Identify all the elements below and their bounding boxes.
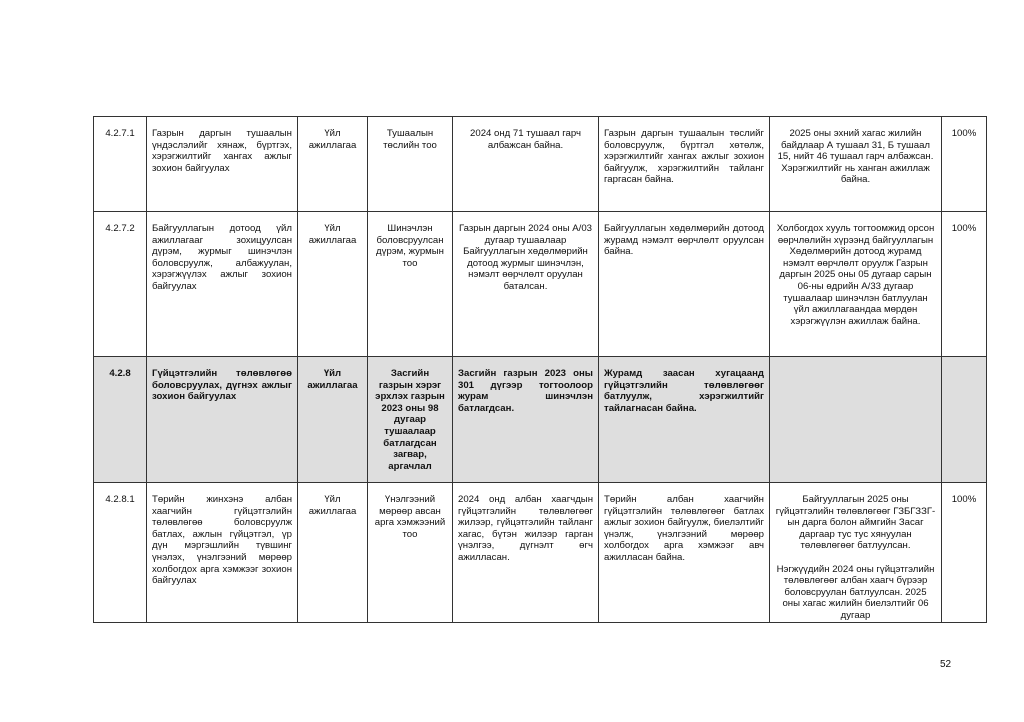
type-cell: Үйл ажиллагаа xyxy=(298,117,368,212)
type-cell: Үйл ажиллагаа xyxy=(298,357,368,483)
target-cell: Журамд заасан хугацаанд гүйцэтгэлийн төлөвлөгөөг батлуулж, хэрэгжилтийг тайлагнасан байна. xyxy=(599,357,770,483)
table-row-highlighted xyxy=(94,357,987,483)
task-cell: Гүйцэтгэлийн төлөвлөгөө боловсруулах, дүгнэх ажлыг зохион байгуулах xyxy=(147,357,298,483)
percent-cell: 100% xyxy=(942,483,987,623)
plan-report-table xyxy=(93,116,987,623)
row-id-cell: 4.2.7.1 xyxy=(94,117,147,212)
row-id-cell: 4.2.8.1 xyxy=(94,483,147,623)
result-cell xyxy=(770,357,942,483)
percent-cell xyxy=(942,357,987,483)
result-cell: Байгууллагын 2025 оны гүйцэтгэлийн төлөвлөгөөг ГЗБГЗЗГ-ын дарга болон аймгийн Засаг даргаар тус тус хянуулан төлөвлөгөөг батлуулсан. Нэгжүүдийн 2024 оны гүйцэтгэлийн төлөвлөгөөг албан хаагч бүрээр боловсруулан батлуулсан. 2025 оны хагас жилийн биелэлтийг 06 дугаар xyxy=(770,483,942,623)
table-row xyxy=(94,212,987,357)
target-cell: Төрийн албан хаагчийн гүйцэтгэлийн төлөвлөгөөг батлах ажлыг зохион байгуулж, биелэлтийг үнэлж, үнэлгээний мөрөөр холбогдох арга хэмжээг авч ажилласан байна. xyxy=(599,483,770,623)
indicator-cell: Тушаалын төслийн тоо xyxy=(368,117,453,212)
row-id-cell: 4.2.8 xyxy=(94,357,147,483)
type-cell: Үйл ажиллагаа xyxy=(298,212,368,357)
baseline-cell: Газрын даргын 2024 оны А/03 дугаар тушаалаар Байгууллагын хөдөлмөрийн дотоод журмыг шинэчлэн, нэмэлт өөрчлөлт оруулан баталсан. xyxy=(453,212,599,357)
task-cell: Байгууллагын дотоод үйл ажиллагааг зохицуулсан дүрэм, журмыг шинэчлэн боловсруулж, албажуулан, хэрэгжүүлэх ажлыг зохион байгуулах xyxy=(147,212,298,357)
baseline-cell: 2024 онд албан хаагчдын гүйцэтгэлийн төлөвлөгөөг жилээр, гүйцэтгэлийн тайланг хагас, бүтэн жилээр гарган үнэлгээ, дүгнэлт өгч ажилласан. xyxy=(453,483,599,623)
percent-cell: 100% xyxy=(942,117,987,212)
result-cell: Холбогдох хууль тогтоомжид орсон өөрчлөлийн хүрээнд байгууллагын Хөдөлмөрийн дотоод журамд нэмэлт өөрчлөлт оруулж Газрын даргын 2025 оны 05 дугаар сарын 06-ны өдрийн А/33 дугаар тушаалаар шинэчлэн батлуулан үйл ажиллагаандаа мөрдөн хэрэгжүүлэн ажиллаж байна. xyxy=(770,212,942,357)
table-row xyxy=(94,483,987,623)
baseline-cell: Засгийн газрын 2023 оны 301 дүгээр тогтоолоор журам шинэчлэн батлагдсан. xyxy=(453,357,599,483)
percent-cell: 100% xyxy=(942,212,987,357)
type-cell: Үйл ажиллагаа xyxy=(298,483,368,623)
target-cell: Байгууллагын хөдөлмөрийн дотоод журамд нэмэлт өөрчлөлт оруулсан байна. xyxy=(599,212,770,357)
indicator-cell: Үнэлгээний мөрөөр авсан арга хэмжээний тоо xyxy=(368,483,453,623)
result-cell: 2025 оны эхний хагас жилийн байдлаар А тушаал 31, Б тушаал 15, нийт 46 тушаал гарч албажсан. Хэрэгжилтийг нь ханган ажиллаж байна. xyxy=(770,117,942,212)
target-cell: Газрын даргын тушаалын төслийг боловсруулж, бүртгэл хөтөлж, хэрэгжилтийг хангах ажлыг зохион байгуулж, хэрэгжилтийн тайланг гаргасан байна. xyxy=(599,117,770,212)
row-id-cell: 4.2.7.2 xyxy=(94,212,147,357)
indicator-cell: Засгийн газрын хэрэг эрхлэх газрын 2023 оны 98 дугаар тушаалаар батлагдсан загвар, аргачлал xyxy=(368,357,453,483)
indicator-cell: Шинэчлэн боловсруулсан дүрэм, журмын тоо xyxy=(368,212,453,357)
table-row xyxy=(94,117,987,212)
task-cell: Газрын даргын тушаалын үндэслэлийг хянаж, бүртгэх, хэрэгжилтийг хангах ажлыг зохион байгуулах xyxy=(147,117,298,212)
baseline-cell: 2024 онд 71 тушаал гарч албажсан байна. xyxy=(453,117,599,212)
page-number: 52 xyxy=(940,659,952,670)
task-cell: Төрийн жинхэнэ албан хаагчийн гүйцэтгэлийн төлөвлөгөө боловсруулж батлах, ажлын гүйцэтгэл, үр дүн мэргэшлийн түвшинг үнэлэх, үнэлгээний мөрөөр холбогдох арга хэмжээг зохион байгуулах xyxy=(147,483,298,623)
